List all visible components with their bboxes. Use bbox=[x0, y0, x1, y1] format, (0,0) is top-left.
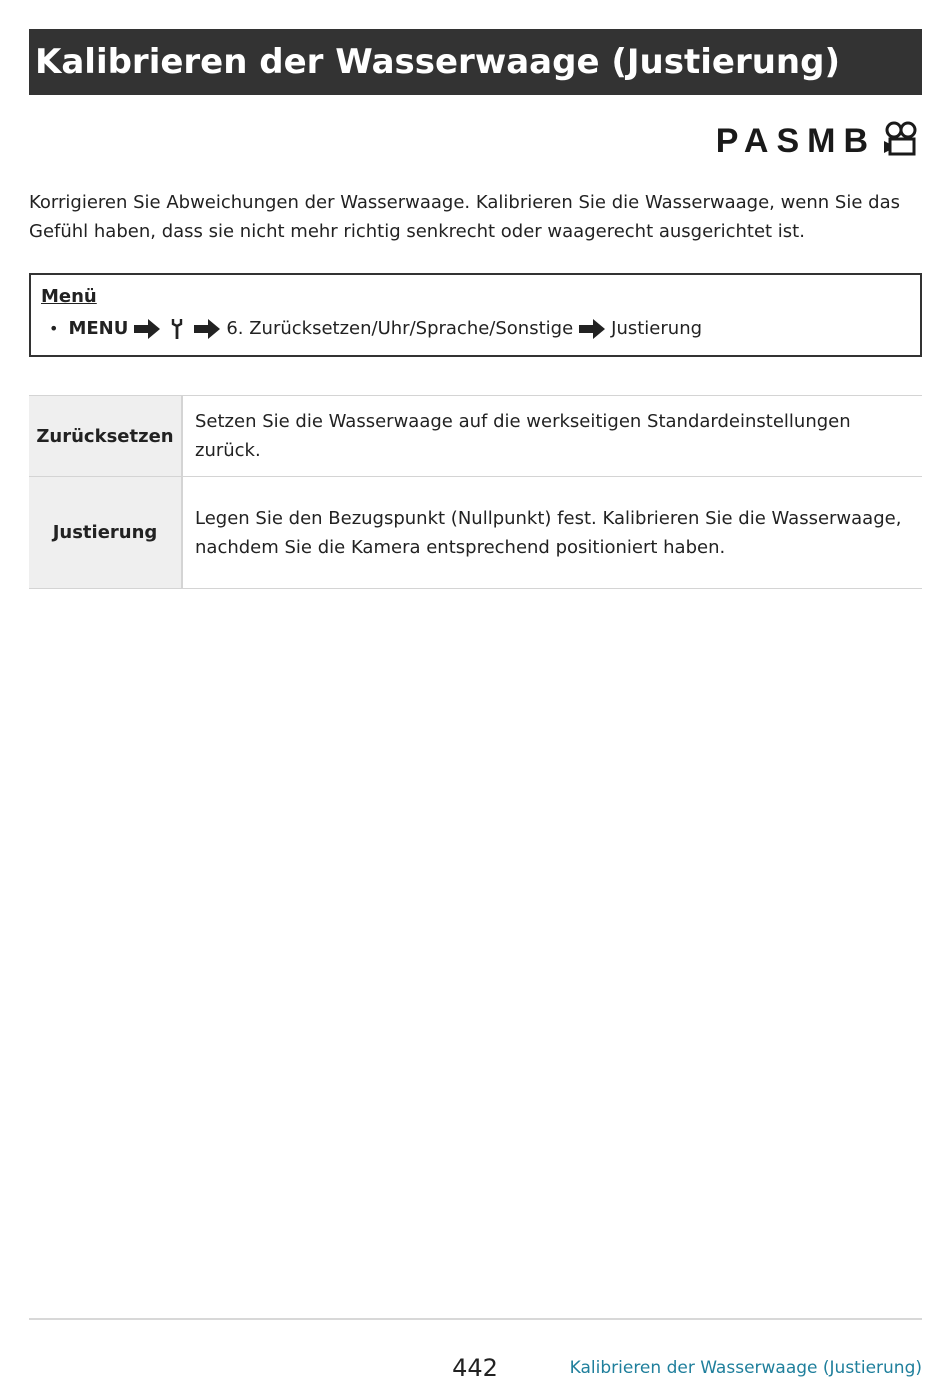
title-bar bbox=[29, 29, 922, 95]
menu-path bbox=[41, 315, 910, 343]
menu-key: MENU bbox=[68, 318, 129, 339]
bullet: • bbox=[49, 319, 59, 338]
settings-table bbox=[29, 395, 922, 589]
menu-target: Justierung bbox=[611, 318, 703, 339]
footer-divider bbox=[29, 1318, 922, 1320]
table-row bbox=[29, 396, 922, 477]
table-key: Zurücksetzen bbox=[29, 396, 182, 477]
arrow-right-icon bbox=[134, 319, 160, 339]
arrow-right-icon bbox=[579, 319, 605, 339]
wrench-icon bbox=[170, 318, 184, 340]
footer-section-link[interactable]: Kalibrieren der Wasserwaage (Justierung) bbox=[569, 1358, 922, 1378]
page-title: Kalibrieren der Wasserwaage (Justierung) bbox=[35, 42, 841, 82]
table-value: Legen Sie den Bezugspunkt (Nullpunkt) fest. Kalibrieren Sie die Wasserwaage, nachdem Sie die Kamera entsprechend positioniert haben. bbox=[182, 477, 922, 589]
menu-step: 6. Zurücksetzen/Uhr/Sprache/Sonstige bbox=[226, 318, 574, 339]
table-key: Justierung bbox=[29, 477, 182, 589]
table-value: Setzen Sie die Wasserwaage auf die werkseitigen Standardeinstellungen zurück. bbox=[182, 396, 922, 477]
page-number: 442 bbox=[452, 1354, 498, 1382]
intro-text: Korrigieren Sie Abweichungen der Wasserwaage. Kalibrieren Sie die Wasserwaage, wenn Sie das Gefühl haben, dass sie nicht mehr richtig senkrecht oder waagerecht ausgerichtet ist. bbox=[29, 192, 900, 242]
arrow-right-icon bbox=[194, 319, 220, 339]
table-row bbox=[29, 477, 922, 589]
mode-letters: PASMB bbox=[715, 121, 876, 160]
movie-camera-icon bbox=[882, 121, 920, 161]
menu-heading: Menü bbox=[41, 286, 97, 307]
menu-box bbox=[29, 273, 922, 357]
shooting-modes bbox=[716, 120, 920, 162]
